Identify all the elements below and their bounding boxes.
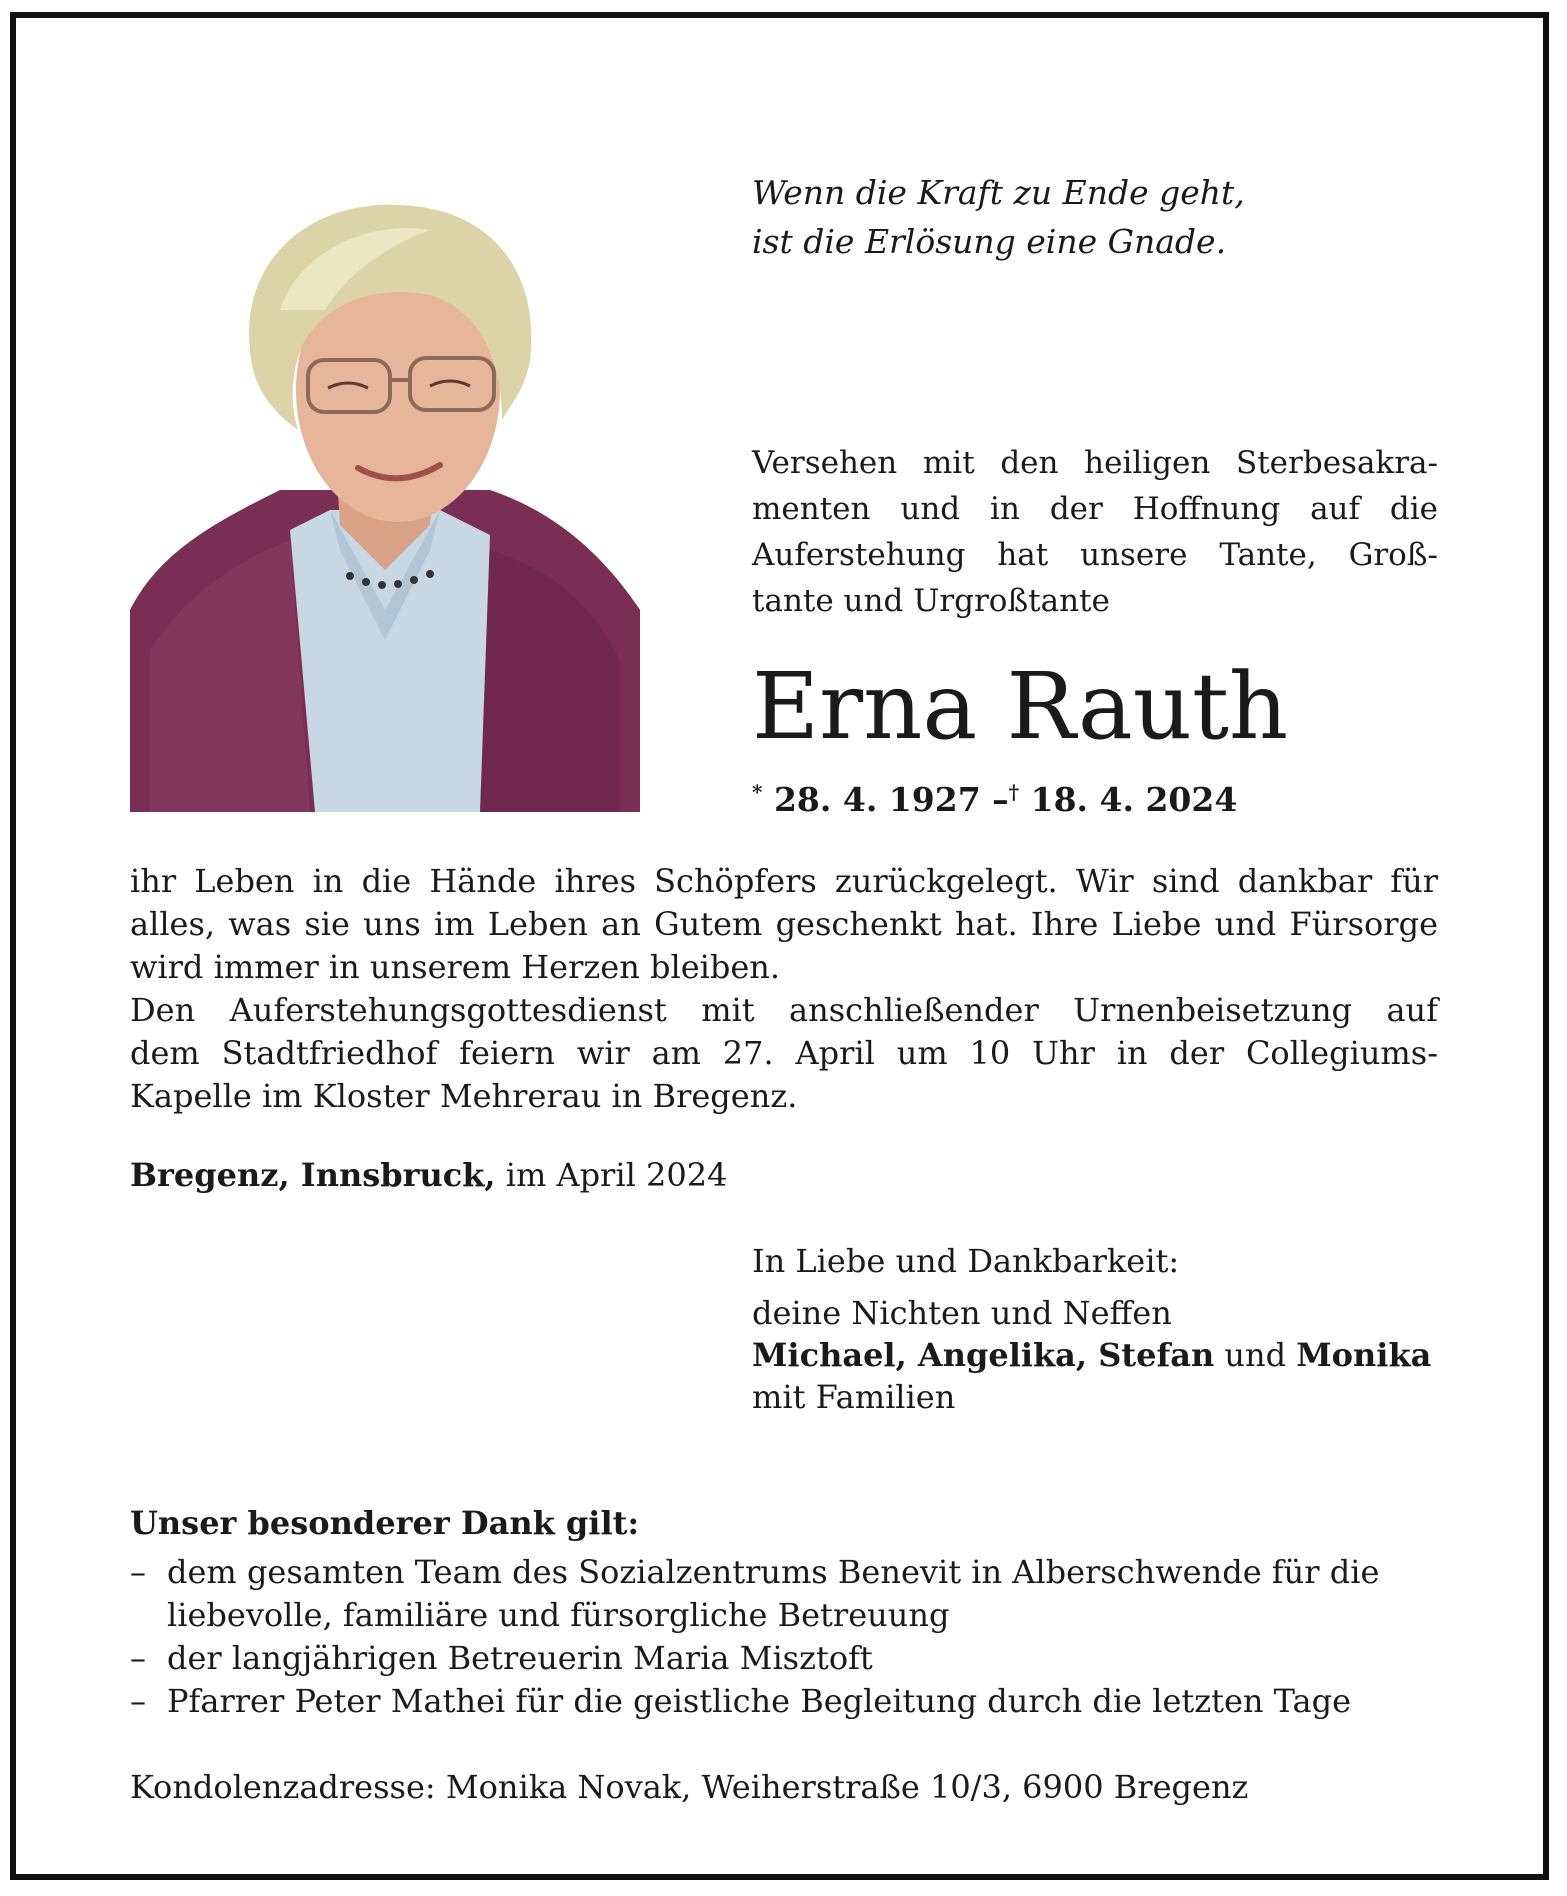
deceased-name: Erna Rauth: [752, 653, 1289, 760]
intro-text: [752, 440, 1438, 624]
death-date: 18. 4. 2024: [1030, 780, 1238, 819]
body-line: dem Stadtfriedhof feiern wir am 27. April um 10 Uhr in der Collegiums-: [130, 1034, 1438, 1072]
list-item-text: Pfarrer Peter Mathei für die geistliche Begleitung durch die letzten Tage: [167, 1682, 1352, 1720]
place-date: im April 2024: [505, 1156, 728, 1194]
list-item-text: dem gesamten Team des Sozialzentrums Benevit in Alberschwende für die liebevolle, familiäre und fürsorgliche Betreuung: [167, 1553, 1380, 1634]
life-dates: [752, 780, 1237, 819]
body-text: [130, 860, 1438, 1118]
motto-line: ist die Erlösung eine Gnade.: [752, 222, 1227, 261]
intro-line: Auferstehung hat unsere Tante, Groß-: [752, 537, 1438, 573]
condolence-address: Kondolenzadresse: Monika Novak, Weiherstraße 10/3, 6900 Bregenz: [130, 1768, 1249, 1806]
death-symbol: †: [1008, 780, 1020, 804]
motto-line: Wenn die Kraft zu Ende geht,: [752, 173, 1245, 212]
intro-line: Versehen mit den heiligen Sterbesakra-: [752, 445, 1438, 481]
list-dash: –: [130, 1682, 146, 1720]
special-thanks-heading: Unser besonderer Dank gilt:: [130, 1504, 640, 1542]
body-line: wird immer in unserem Herzen bleiben.: [130, 948, 781, 986]
mourners-relation: deine Nichten und Neffen: [752, 1294, 1172, 1332]
mourners-names-a: Michael, Angelika, Stefan: [752, 1336, 1215, 1374]
intro-line: tante und Urgroßtante: [752, 583, 1110, 619]
mourners-connector: und: [1224, 1336, 1287, 1374]
special-thanks: [130, 1502, 1450, 1723]
list-dash: –: [130, 1553, 146, 1591]
mourners-intro: In Liebe und Dankbarkeit:: [752, 1242, 1180, 1280]
date-separator: –: [992, 780, 1009, 819]
body-line: alles, was sie uns im Leben an Gutem geschenkt hat. Ihre Liebe und Fürsorge: [130, 905, 1438, 943]
motto-quote: [752, 168, 1472, 266]
mourners-block: [752, 1240, 1492, 1418]
portrait-photo: [130, 190, 640, 812]
place-cities: Bregenz, Innsbruck,: [130, 1156, 496, 1194]
list-item: [130, 1551, 1450, 1637]
birth-date: 28. 4. 1927: [773, 780, 981, 819]
list-item: [130, 1680, 1450, 1723]
mourners-families: mit Familien: [752, 1378, 956, 1416]
mourners-names: [752, 1334, 1492, 1376]
list-item: [130, 1637, 1450, 1680]
birth-symbol: *: [752, 780, 763, 804]
body-line: Den Auferstehungsgottesdienst mit anschließender Urnenbeisetzung auf: [130, 991, 1438, 1029]
mourners-names-b: Monika: [1296, 1336, 1432, 1374]
place-and-date: [130, 1156, 727, 1194]
body-line: ihr Leben in die Hände ihres Schöpfers zurückgelegt. Wir sind dankbar für: [130, 862, 1438, 900]
list-item-text: der langjährigen Betreuerin Maria Misztoft: [167, 1639, 873, 1677]
intro-line: menten und in der Hoffnung auf die: [752, 491, 1438, 527]
body-line: Kapelle im Kloster Mehrerau in Bregenz.: [130, 1077, 798, 1115]
list-dash: –: [130, 1639, 146, 1677]
